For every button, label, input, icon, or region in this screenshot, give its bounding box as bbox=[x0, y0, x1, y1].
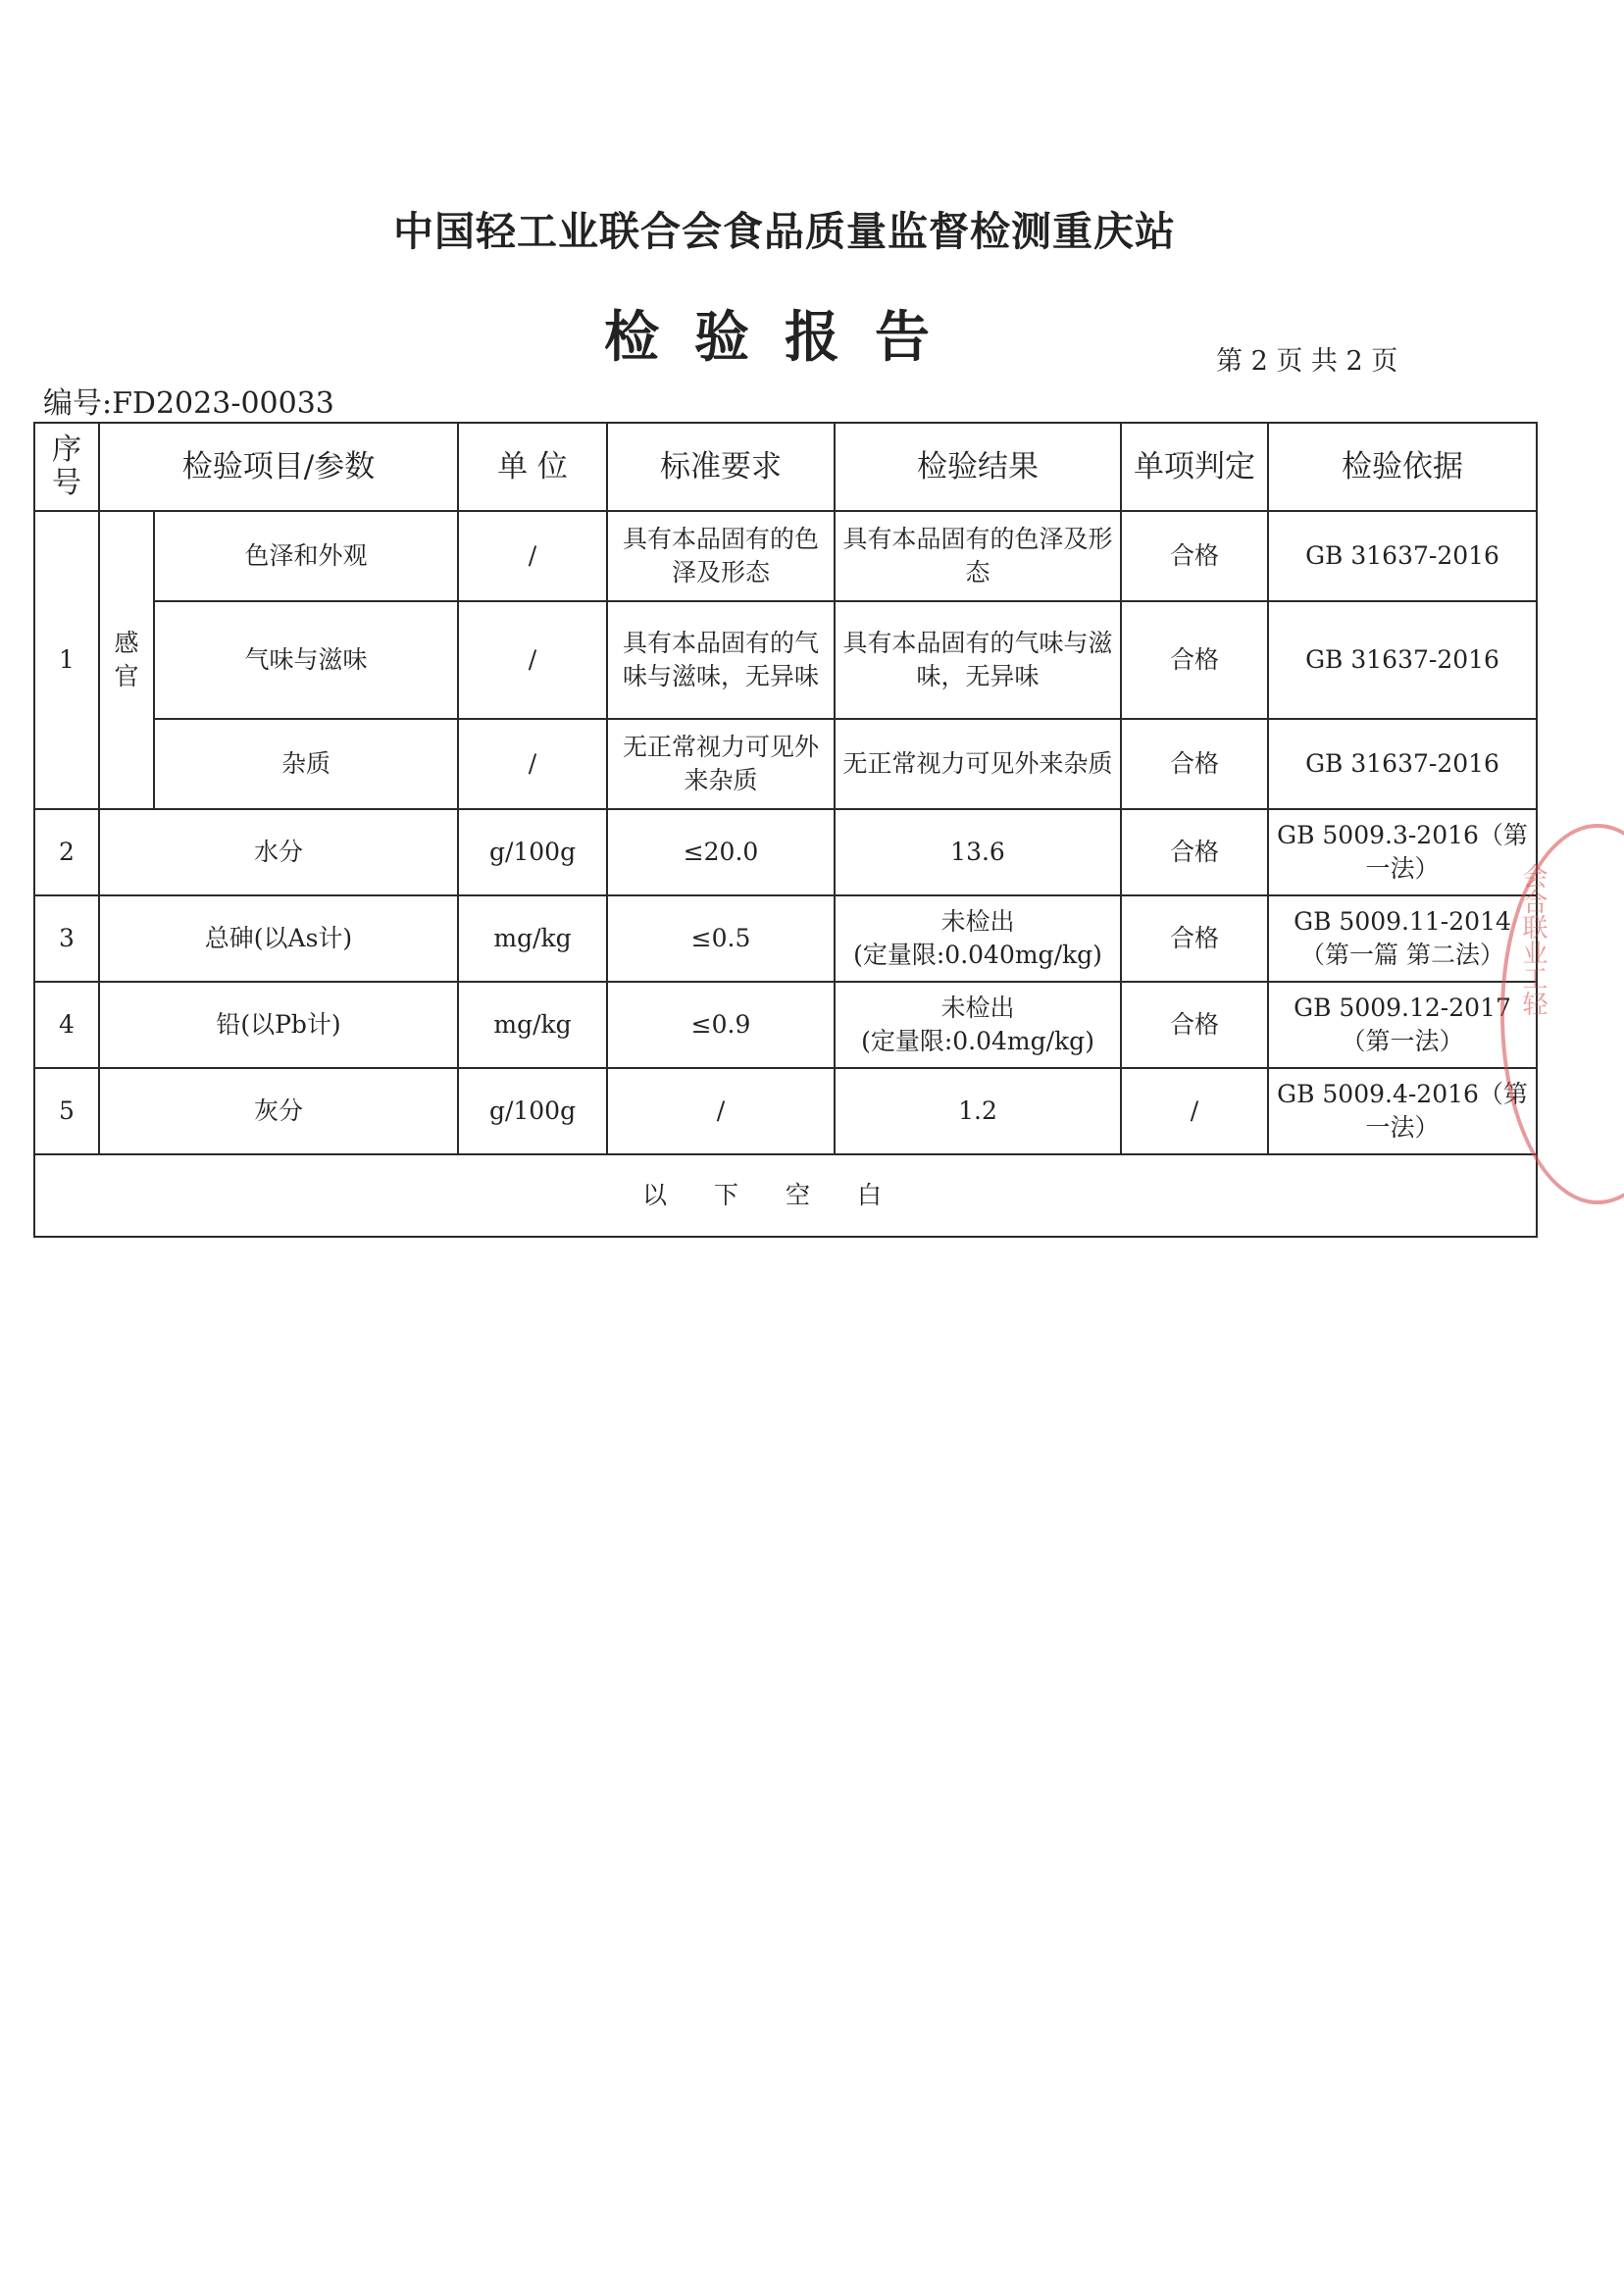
unit: / bbox=[458, 601, 607, 719]
sensory-group-label: 感官 bbox=[99, 511, 154, 809]
verdict: 合格 bbox=[1121, 719, 1268, 809]
verdict: 合格 bbox=[1121, 511, 1268, 601]
official-seal-text: 会合联业工轻 bbox=[1518, 863, 1548, 1016]
result: 1.2 bbox=[835, 1068, 1121, 1154]
unit: mg/kg bbox=[458, 895, 607, 982]
verdict: 合格 bbox=[1121, 982, 1268, 1068]
row-no: 3 bbox=[34, 895, 99, 982]
verdict: 合格 bbox=[1121, 809, 1268, 895]
col-header-unit: 单 位 bbox=[458, 423, 607, 511]
basis: GB 5009.3-2016（第一法） bbox=[1268, 809, 1537, 895]
table-header-row bbox=[34, 423, 1537, 511]
blank-note: 以下空白 bbox=[34, 1154, 1537, 1237]
col-header-basis: 检验依据 bbox=[1268, 423, 1537, 511]
result: 13.6 bbox=[835, 809, 1121, 895]
result: 未检出 (定量限:0.04mg/kg) bbox=[835, 982, 1121, 1068]
basis: GB 5009.12-2017（第一法） bbox=[1268, 982, 1537, 1068]
requirement: / bbox=[607, 1068, 835, 1154]
col-header-item: 检验项目/参数 bbox=[99, 423, 458, 511]
table-row bbox=[34, 511, 1537, 601]
result: 未检出 (定量限:0.040mg/kg) bbox=[835, 895, 1121, 982]
row-no: 5 bbox=[34, 1068, 99, 1154]
table-row bbox=[34, 895, 1537, 982]
basis: GB 5009.4-2016（第一法） bbox=[1268, 1068, 1537, 1154]
result: 具有本品固有的色泽及形态 bbox=[835, 511, 1121, 601]
table-row bbox=[34, 1068, 1537, 1154]
table-row bbox=[34, 809, 1537, 895]
table-row bbox=[34, 601, 1537, 719]
item-name: 杂质 bbox=[154, 719, 458, 809]
requirement: 具有本品固有的气味与滋味，无异味 bbox=[607, 601, 835, 719]
unit: g/100g bbox=[458, 1068, 607, 1154]
col-header-result: 检验结果 bbox=[835, 423, 1121, 511]
result: 具有本品固有的气味与滋味，无异味 bbox=[835, 601, 1121, 719]
item-name: 色泽和外观 bbox=[154, 511, 458, 601]
unit: g/100g bbox=[458, 809, 607, 895]
requirement: 具有本品固有的色泽及形态 bbox=[607, 511, 835, 601]
item-name: 总砷(以As计) bbox=[99, 895, 458, 982]
basis: GB 5009.11-2014（第一篇 第二法） bbox=[1268, 895, 1537, 982]
organization-name: 中国轻工业联合会食品质量监督检测重庆站 bbox=[393, 208, 1176, 255]
verdict: / bbox=[1121, 1068, 1268, 1154]
col-header-no: 序号 bbox=[34, 423, 99, 511]
basis: GB 31637-2016 bbox=[1268, 511, 1537, 601]
col-header-requirement: 标准要求 bbox=[607, 423, 835, 511]
unit: mg/kg bbox=[458, 982, 607, 1068]
item-name: 铅(以Pb计) bbox=[99, 982, 458, 1068]
item-name: 气味与滋味 bbox=[154, 601, 458, 719]
blank-row bbox=[34, 1154, 1537, 1237]
requirement: ≤20.0 bbox=[607, 809, 835, 895]
verdict: 合格 bbox=[1121, 895, 1268, 982]
item-name: 水分 bbox=[99, 809, 458, 895]
row-no: 2 bbox=[34, 809, 99, 895]
row-no: 4 bbox=[34, 982, 99, 1068]
requirement: 无正常视力可见外来杂质 bbox=[607, 719, 835, 809]
inspection-table bbox=[33, 422, 1538, 1238]
unit: / bbox=[458, 511, 607, 601]
page-indicator: 第 2 页 共 2 页 bbox=[1216, 346, 1398, 377]
verdict: 合格 bbox=[1121, 601, 1268, 719]
row-no: 1 bbox=[34, 511, 99, 809]
col-header-verdict: 单项判定 bbox=[1121, 423, 1268, 511]
report-title: 检验报告 bbox=[604, 306, 965, 370]
unit: / bbox=[458, 719, 607, 809]
item-name: 灰分 bbox=[99, 1068, 458, 1154]
basis: GB 31637-2016 bbox=[1268, 601, 1537, 719]
document-number: 编号:FD2023-00033 bbox=[43, 386, 334, 421]
basis: GB 31637-2016 bbox=[1268, 719, 1537, 809]
table-row bbox=[34, 719, 1537, 809]
requirement: ≤0.9 bbox=[607, 982, 835, 1068]
table-row bbox=[34, 982, 1537, 1068]
result: 无正常视力可见外来杂质 bbox=[835, 719, 1121, 809]
requirement: ≤0.5 bbox=[607, 895, 835, 982]
